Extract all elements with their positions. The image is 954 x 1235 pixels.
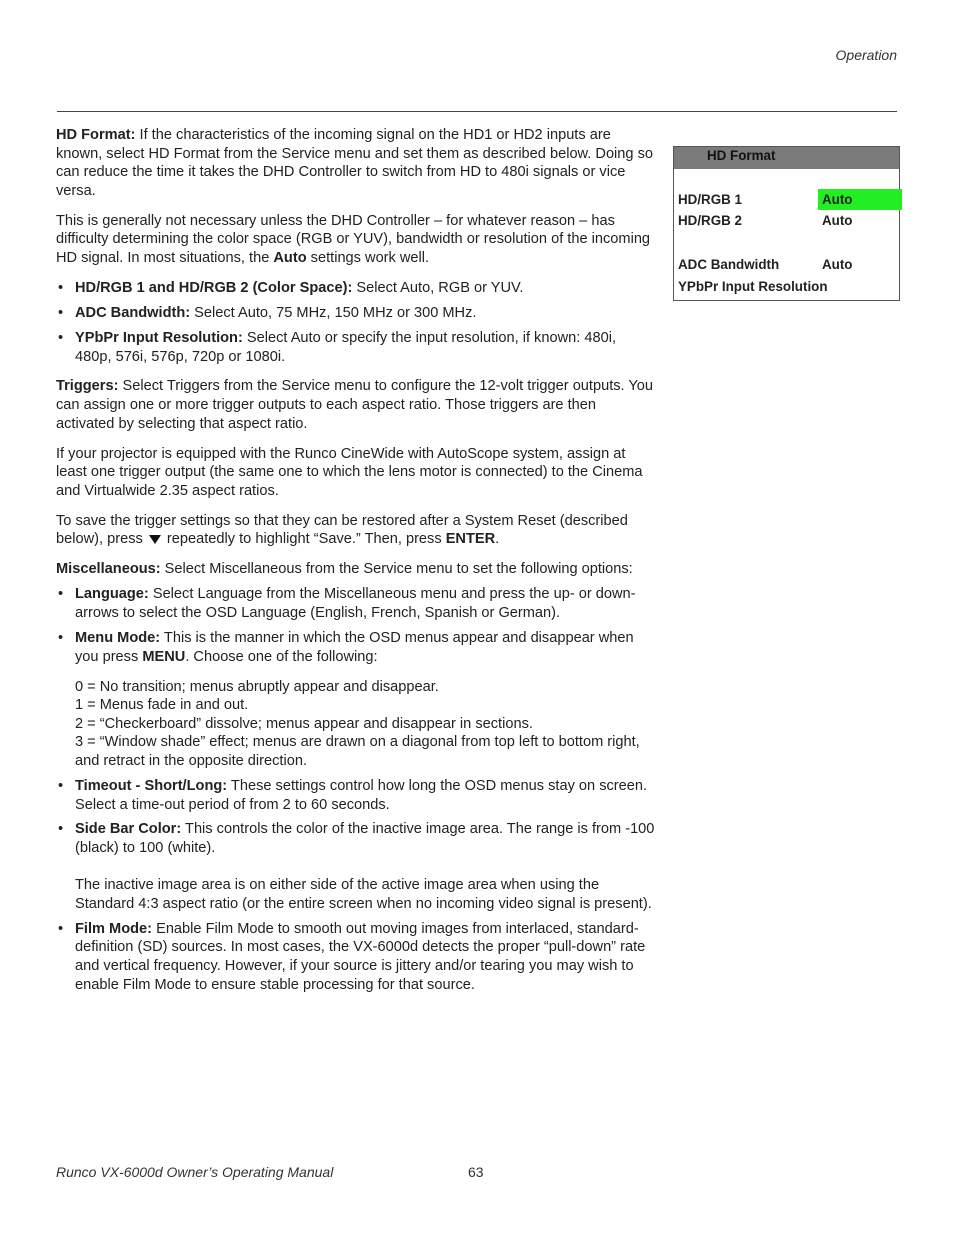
option-text: Select Auto or specify the input resolution, if known: 480i, 480p, 576i, 576p, 720p or 1080i. <box>75 329 616 365</box>
list-item <box>56 820 656 913</box>
hd-format-text: If the characteristics of the incoming signal on the HD1 or HD2 inputs are known, select HD Format from the Service menu and set them as described below. Doing so can reduce the time it takes the DHD Controller to switch from HD to 480i signals or vice versa. <box>56 127 653 199</box>
auto-keyword: Auto <box>273 249 307 266</box>
osd-row-label: HD/RGB 2 <box>678 213 742 228</box>
bullet-icon: • <box>58 821 64 838</box>
bullet-icon: • <box>58 329 64 346</box>
option-text-end: . Choose one of the following: <box>185 648 378 665</box>
option-term: Menu Mode: <box>75 629 161 646</box>
cinewide-paragraph: If your projector is equipped with the Runco CineWide with AutoScope system, assign at least one trigger output (the same one to which the lens motor is connected) to the Cinema and Virtualwide 2.35 aspect ratios. <box>56 445 643 499</box>
list-item <box>56 920 656 994</box>
option-text: These settings control how long the OSD menus stay on screen. Select a time-out period of from 2 to 60 seconds. <box>75 777 648 813</box>
menu-mode-option: 0 = No transition; menus abruptly appear and disappear. <box>75 678 439 695</box>
bullet-icon: • <box>58 586 64 603</box>
enter-keyword: ENTER <box>445 531 496 548</box>
footer-manual-title: Runco VX-6000d Owner’s Operating Manual <box>56 1164 334 1180</box>
menu-mode-option: 1 = Menus fade in and out. <box>75 697 249 714</box>
option-text: This controls the color of the inactive image area. The range is from -100 (black) to 100 (white). <box>75 821 655 857</box>
menu-mode-option: 2 = “Checkerboard” dissolve; menus appear and disappear in sections. <box>75 715 533 732</box>
triggers-paragraph <box>56 377 656 433</box>
osd-row-value: Auto <box>822 257 853 272</box>
osd-row-hd-rgb-1 <box>678 189 899 210</box>
bullet-icon: • <box>58 777 64 794</box>
hd-format-paragraph <box>56 126 656 200</box>
osd-menu-title: HD Format <box>674 147 899 169</box>
misc-lead: Miscellaneous: <box>56 561 161 578</box>
running-header: Operation <box>835 47 897 63</box>
option-text: Select Language from the Miscellaneous menu and press the up- or down-arrows to select the OSD Language (English, French, Spanish or German). <box>75 586 636 621</box>
page-number: 63 <box>468 1164 484 1180</box>
osd-row-ypbpr-input-resolution <box>678 276 899 297</box>
option-term: HD/RGB 1 and HD/RGB 2 (Color Space): <box>75 279 353 296</box>
option-term: Side Bar Color: <box>75 821 182 838</box>
osd-row-hd-rgb-2 <box>678 210 899 231</box>
bullet-icon: • <box>58 304 64 321</box>
triggers-text: Select Triggers from the Service menu to configure the 12-volt trigger outputs. You can assign one or more trigger outputs to each aspect ratio. Those triggers are then activated by selecting that aspect ratio. <box>56 378 654 432</box>
menu-keyword: MENU <box>142 648 186 665</box>
list-item <box>56 629 656 771</box>
osd-row-label: HD/RGB 1 <box>678 192 742 207</box>
hd-format-auto-text: This is generally not necessary unless the DHD Controller – for whatever reason – has difficulty determining the color space (RGB or YUV), bandwidth or resolution of the incoming HD signal. In most situations, the <box>56 212 651 266</box>
option-term: ADC Bandwidth: <box>75 304 191 321</box>
osd-menu-illustration <box>673 146 900 301</box>
save-triggers-paragraph <box>56 512 656 549</box>
bullet-icon: • <box>58 629 64 646</box>
hd-format-options-list <box>56 279 656 366</box>
option-text: Select Auto, 75 MHz, 150 MHz or 300 MHz. <box>190 304 477 321</box>
osd-row-value-highlighted: Auto <box>818 189 902 210</box>
down-arrow-icon <box>149 535 161 544</box>
osd-row-value: Auto <box>822 213 853 228</box>
osd-row-label: YPbPr Input Resolution <box>678 279 828 294</box>
list-item <box>56 304 656 323</box>
hd-format-auto-text-end: settings work well. <box>306 249 430 266</box>
option-text: Enable Film Mode to smooth out moving images from interlaced, standard-definition (SD) sources. In most cases, the VX-6000d detects the proper “pull-down” rate and vertical frequency. However, if your source is jittery and/or tearing you may wish to enable Film Mode to ensure stable processing for that source. <box>75 920 646 993</box>
bullet-icon: • <box>58 279 64 296</box>
menu-mode-options <box>75 678 656 771</box>
menu-mode-option: 3 = “Window shade” effect; menus are drawn on a diagonal from top left to bottom right, and retract in the opposite direction. <box>75 734 640 769</box>
misc-options-list <box>56 585 656 994</box>
misc-text: Select Miscellaneous from the Service menu to set the following options: <box>160 561 633 578</box>
option-text: Select Auto, RGB or YUV. <box>352 279 524 296</box>
bullet-icon: • <box>58 920 64 937</box>
option-term: Film Mode: <box>75 920 153 937</box>
side-bar-note: The inactive image area is on either side of the active image area when using the Standard 4:3 aspect ratio (or the entire screen when no incoming video signal is present). <box>75 877 652 912</box>
header-rule <box>57 111 897 112</box>
option-term: Language: <box>75 586 149 603</box>
option-term: YPbPr Input Resolution: <box>75 329 243 346</box>
list-item <box>56 777 656 814</box>
option-text: This is the manner in which the OSD menus appear and disappear when you press <box>75 629 634 665</box>
osd-row-label: ADC Bandwidth <box>678 257 780 272</box>
hd-format-auto-paragraph <box>56 212 656 268</box>
list-item <box>56 279 656 298</box>
hd-format-lead: HD Format: <box>56 127 136 143</box>
triggers-lead: Triggers: <box>56 378 119 395</box>
list-item <box>56 585 656 622</box>
save-text-a: To save the trigger settings so that they can be restored after a System Reset (described below), press <box>56 512 628 548</box>
list-item <box>56 329 656 366</box>
misc-paragraph <box>56 560 656 579</box>
main-content <box>56 126 656 1006</box>
save-text-end: . <box>495 531 500 548</box>
osd-row-adc-bandwidth <box>678 254 899 275</box>
option-term: Timeout - Short/Long: <box>75 777 228 794</box>
save-text-b: repeatedly to highlight “Save.” Then, press <box>162 531 446 548</box>
